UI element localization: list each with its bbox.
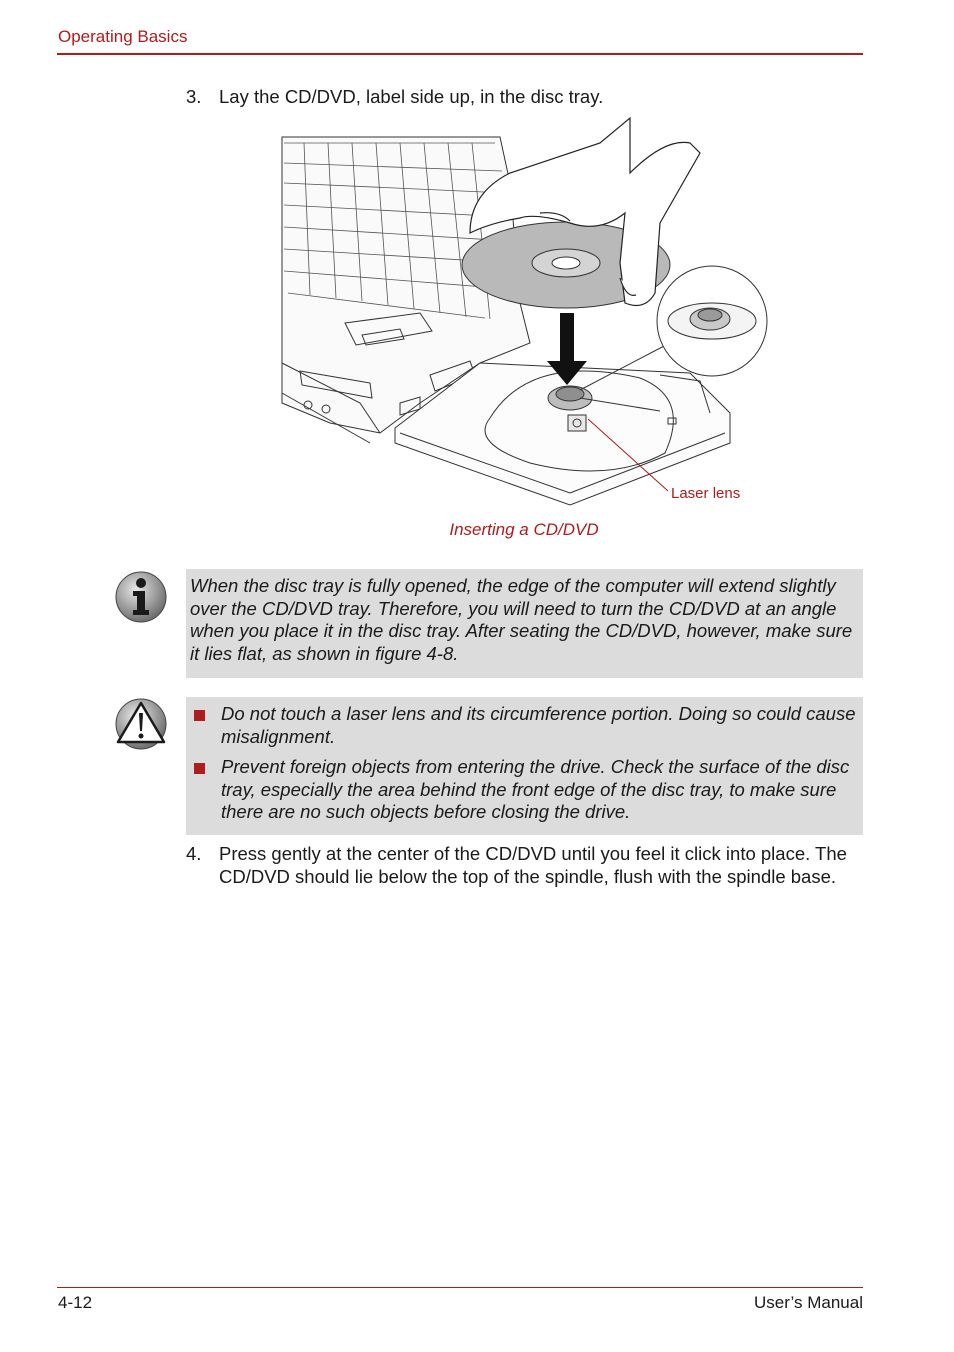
page-number: 4-12: [58, 1293, 93, 1312]
bullet-square-icon: [194, 763, 205, 774]
manual-title: User’s Manual: [754, 1293, 863, 1312]
step-3: [186, 85, 866, 108]
info-icon: [114, 570, 168, 629]
step-number: 3.: [186, 86, 202, 107]
caution-bullet-text: Do not touch a laser lens and its circumference portion. Doing so could cause misalignment.: [221, 703, 856, 747]
step-text: Lay the CD/DVD, label side up, in the disc tray.: [219, 86, 604, 107]
step-text: Press gently at the center of the CD/DVD until you feel it click into place. The CD/DVD should lie below the top of the spindle, flush with the spindle base.: [219, 843, 847, 887]
caution-bullet: [190, 703, 858, 748]
info-note-text: When the disc tray is fully opened, the edge of the computer will extend slightly over the CD/DVD tray. Therefore, you will need to turn the CD/DVD at an angle when you place it in the disc tray. After seating the CD/DVD, however, make sure it lies flat, as shown in figure 4-8.: [190, 575, 853, 664]
info-note-box: [186, 569, 863, 678]
figure-caption: Inserting a CD/DVD: [449, 520, 599, 539]
running-header-title: Operating Basics: [58, 27, 188, 46]
footer-rule: [57, 1287, 863, 1288]
step-number: 4.: [186, 843, 202, 864]
caution-bullet-text: Prevent foreign objects from entering the drive. Check the surface of the disc tray, especially the area behind the front edge of the disc tray, to make sure there are no such objects before closing the drive.: [221, 756, 850, 823]
laser-lens-label: Laser lens: [671, 485, 741, 502]
cd-insertion-illustration: [270, 113, 780, 513]
bullet-square-icon: [194, 710, 205, 721]
caution-note-box: [186, 697, 863, 835]
warning-triangle-icon: [114, 697, 168, 756]
header-rule: [57, 53, 863, 55]
caution-bullet: [190, 756, 858, 824]
step-4: [186, 842, 866, 888]
